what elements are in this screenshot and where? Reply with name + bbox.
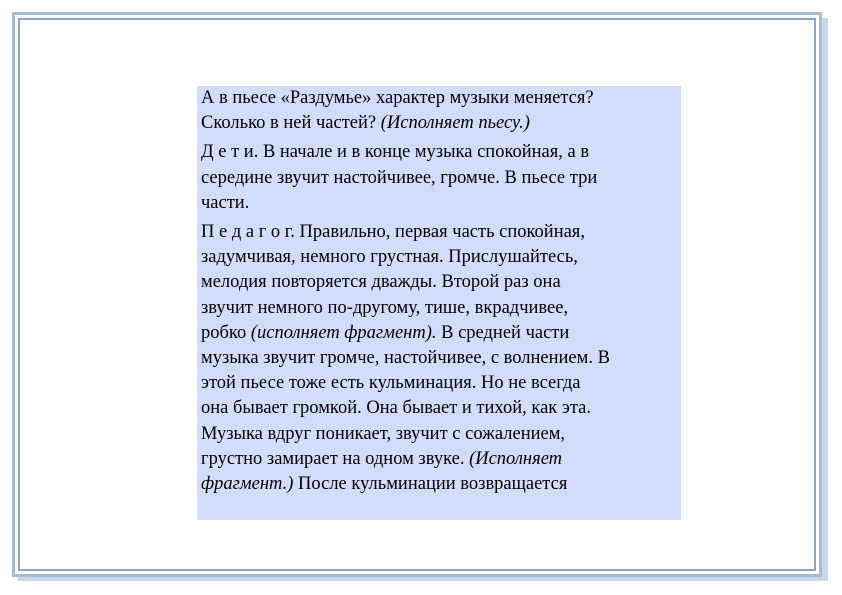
text-segment: середине звучит настойчивее, громче. В пьесе три	[201, 167, 598, 188]
text-line	[201, 396, 677, 421]
text-segment: звучит немного по-другому, тише, вкрадчивее,	[201, 297, 569, 318]
text-segment: этой пьесе тоже есть кульминация. Но не всегда	[201, 373, 581, 394]
text-segment: Сколько в ней частей?	[201, 113, 381, 134]
text-line	[201, 191, 677, 216]
frame-shadow	[822, 18, 828, 580]
text-line	[201, 422, 677, 447]
text-line	[201, 346, 677, 371]
text-line	[201, 371, 677, 396]
text-line	[201, 321, 677, 346]
frame-shadow	[18, 577, 828, 581]
paragraph	[201, 86, 677, 136]
italic-text: (Исполняет пьесу.)	[380, 113, 530, 134]
text-line	[201, 270, 677, 295]
text-line	[201, 111, 677, 136]
text-segment: робко	[201, 322, 251, 343]
text-segment: музыка звучит громче, настойчивее, с волнением. В	[201, 348, 610, 369]
text-line	[201, 245, 677, 270]
text-segment: она бывает громкой. Она бывает и тихой, как эта.	[201, 398, 591, 419]
text-segment: Д е т и. В начале и в конце музыка спокойная, а в	[201, 142, 590, 163]
text-line	[201, 166, 677, 191]
text-segment: Музыка вдруг поникает, звучит с сожалением,	[201, 423, 566, 444]
text-line	[201, 296, 677, 321]
text-segment: грустно замирает на одном звуке.	[201, 448, 470, 469]
text-segment: П е д а г о г. Правильно, первая часть спокойная,	[201, 222, 585, 243]
text-box	[197, 86, 681, 520]
text-line	[201, 472, 677, 497]
text-segment: В средней части	[436, 322, 570, 343]
text-line	[201, 447, 677, 472]
italic-text: фрагмент.)	[201, 474, 294, 495]
text-line	[201, 220, 677, 245]
paragraph	[201, 140, 677, 216]
text-line	[201, 140, 677, 165]
text-segment: А в пьесе «Раздумье» характер музыки меняется?	[201, 88, 594, 108]
text-segment: задумчивая, немного грустная. Прислушайтесь,	[201, 247, 578, 268]
text-line	[201, 86, 677, 111]
text-segment: мелодия повторяется дважды. Второй раз она	[201, 272, 561, 293]
italic-text: (Исполняет	[469, 448, 563, 469]
paragraph	[201, 220, 677, 497]
italic-text: (исполняет фрагмент).	[250, 322, 437, 343]
text-segment: части.	[201, 192, 250, 213]
text-segment: После кульминации возвращается	[293, 474, 568, 495]
